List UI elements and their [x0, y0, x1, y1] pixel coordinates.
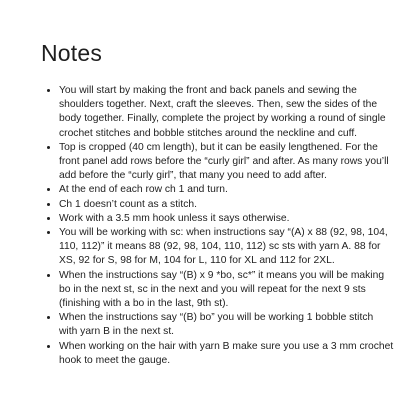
- list-item: • You will be working with sc: when instructions say “(A) x 88 (92, 98, 104, 110, 112)” it means 88 (92, 98, 104, 110, 112) sc sts with yarn A. 88 for XS, 92 for S, 98 for M, 104 for L, 110 for XL and 112 for 2XL.: [59, 226, 394, 269]
- list-item: • When the instructions say “(B) bo” you will be working 1 bobble stitch with yarn B in the next st.: [59, 311, 394, 339]
- notes-list: [41, 84, 394, 368]
- list-item: • At the end of each row ch 1 and turn.: [59, 183, 394, 197]
- list-item: • When working on the hair with yarn B make sure you use a 3 mm crochet hook to meet the gauge.: [59, 340, 394, 368]
- list-item: • You will start by making the front and back panels and sewing the shoulders together. Next, craft the sleeves. Then, sew the sides of the body together. Finally, complete the project by working a round of single crochet stitches and bobble stitches around the neckline and cuff.: [59, 84, 394, 141]
- list-item: • Top is cropped (40 cm length), but it can be easily lengthened. For the front panel add rows before the “curly girl” and after. As many rows you’ll add before the “curly girl”, that many you need to add after.: [59, 141, 394, 184]
- page-title: Notes: [41, 40, 103, 66]
- list-item: • Ch 1 doesn’t count as a stitch.: [59, 198, 394, 212]
- list-item: • When the instructions say “(B) x 9 *bo, sc*” it means you will be making bo in the next st, sc in the next and you will repeat for the next 9 sts (finishing with a bo in the last, 9th st).: [59, 269, 394, 312]
- list-item: • Work with a 3.5 mm hook unless it says otherwise.: [59, 212, 394, 226]
